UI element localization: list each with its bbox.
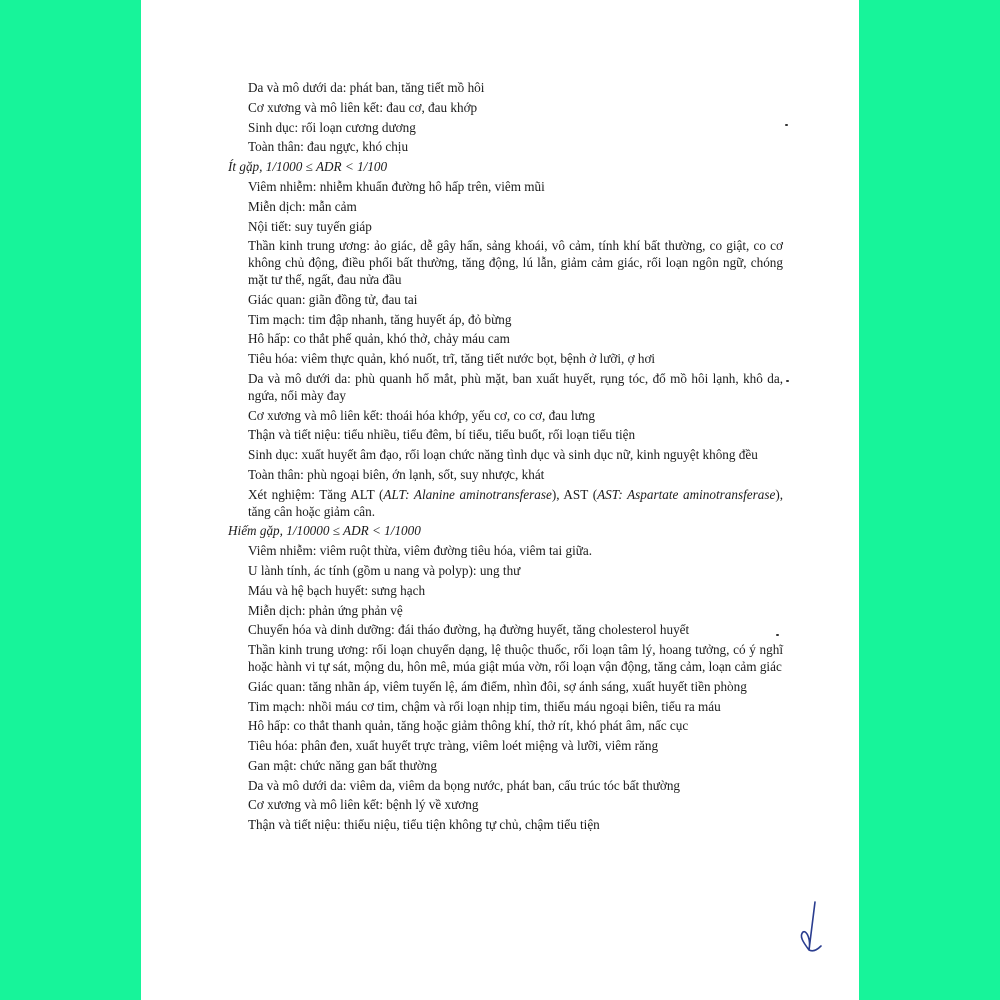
section-heading-uncommon: Ít gặp, 1/1000 ≤ ADR < 1/100 bbox=[228, 159, 388, 175]
list-item: Sinh dục: rối loạn cương dương bbox=[248, 119, 416, 135]
scan-speck bbox=[785, 124, 788, 126]
list-item: Miễn dịch: phản ứng phản vệ bbox=[248, 602, 403, 618]
list-item: Thận và tiết niệu: thiểu niệu, tiểu tiện không tự chủ, chậm tiểu tiện bbox=[248, 817, 600, 833]
lab-test-item bbox=[248, 487, 783, 521]
list-item: Cơ xương và mô liên kết: đau cơ, đau khớp bbox=[248, 99, 478, 115]
alt-definition: ALT: Alanine aminotransferase bbox=[383, 486, 552, 502]
list-item: Toàn thân: phù ngoại biên, ớn lạnh, sốt, suy nhược, khát bbox=[248, 466, 545, 482]
list-item: Hô hấp: co thắt phế quản, khó thở, chảy máu cam bbox=[248, 331, 510, 347]
list-item: Giác quan: giãn đồng tử, đau tai bbox=[248, 291, 418, 307]
list-item: Máu và hệ bạch huyết: sưng hạch bbox=[248, 582, 426, 598]
list-item: Tim mạch: nhồi máu cơ tim, chậm và rối loạn nhịp tim, thiếu máu ngoại biên, tiểu ra máu bbox=[248, 698, 721, 714]
list-item: Gan mật: chức năng gan bất thường bbox=[248, 757, 437, 773]
ast-definition: AST: Aspartate aminotransferase bbox=[597, 486, 776, 502]
list-item: Da và mô dưới da: phù quanh hố mắt, phù mặt, ban xuất huyết, rụng tóc, đổ mồ hôi lạnh, khô da, ngứa, nổi mày đay bbox=[248, 370, 783, 403]
scan-speck bbox=[786, 380, 789, 382]
list-item: Cơ xương và mô liên kết: bệnh lý về xương bbox=[248, 797, 479, 813]
list-item: Giác quan: tăng nhãn áp, viêm tuyến lệ, ám điểm, nhìn đôi, sợ ánh sáng, xuất huyết tiền phòng bbox=[248, 678, 747, 694]
list-item: Chuyển hóa và dinh dưỡng: đái tháo đường, hạ đường huyết, tăng cholesterol huyết bbox=[248, 622, 690, 638]
handwritten-initial-signature bbox=[795, 900, 825, 960]
list-item: Nội tiết: suy tuyến giáp bbox=[248, 218, 372, 234]
list-item: Viêm nhiễm: nhiễm khuẩn đường hô hấp trên, viêm mũi bbox=[248, 178, 545, 194]
lab-suffix: ), tăng cân hoặc giảm cân. bbox=[248, 486, 784, 519]
lab-middle: ), AST ( bbox=[551, 486, 598, 502]
list-item: Thần kinh trung ương: rối loạn chuyển dạng, lệ thuộc thuốc, rối loạn tâm lý, hoang tưởng, có ý nghĩ hoặc hành vi tự sát, mộng du, hôn mê, múa giật múa vờn, rối loạn vận động, tăng cảm, loạn cảm giác bbox=[248, 642, 783, 674]
list-item: Cơ xương và mô liên kết: thoái hóa khớp, yếu cơ, co cơ, đau lưng bbox=[248, 407, 595, 423]
list-item: Viêm nhiễm: viêm ruột thừa, viêm đường tiêu hóa, viêm tai giữa. bbox=[248, 543, 593, 559]
lab-prefix: Xét nghiệm: Tăng ALT ( bbox=[248, 486, 384, 502]
list-item: Da và mô dưới da: phát ban, tăng tiết mồ hôi bbox=[248, 80, 485, 95]
document-body bbox=[228, 80, 783, 837]
list-item: Tim mạch: tim đập nhanh, tăng huyết áp, đỏ bừng bbox=[248, 311, 512, 327]
section-heading-rare: Hiếm gặp, 1/10000 ≤ ADR < 1/1000 bbox=[228, 523, 421, 539]
list-item: Thận và tiết niệu: tiểu nhiều, tiểu đêm, bí tiểu, tiểu buốt, rối loạn tiểu tiện bbox=[248, 427, 636, 443]
scan-speck bbox=[776, 634, 779, 636]
list-item: U lành tính, ác tính (gồm u nang và polyp): ung thư bbox=[248, 562, 521, 578]
section-rare bbox=[228, 543, 783, 834]
list-item: Sinh dục: xuất huyết âm đạo, rối loạn chức năng tình dục và sinh dục nữ, kinh nguyệt không đều bbox=[248, 447, 758, 463]
list-item: Thần kinh trung ương: ảo giác, dễ gây hấn, sảng khoái, vô cảm, tính khí bất thường, co giật, co cơ không chủ động, điều phối bất thường, tăng động, lú lẫn, giảm cảm giác, rối loạn ngôn ngữ, chóng mặt tư thế, ngất, đau nửa đầu bbox=[248, 238, 783, 287]
list-item: Hô hấp: co thắt thanh quản, tăng hoặc giảm thông khí, thở rít, khó phát âm, nấc cục bbox=[248, 718, 689, 734]
list-item: Tiêu hóa: phân đen, xuất huyết trực tràng, viêm loét miệng và lưỡi, viêm răng bbox=[248, 738, 659, 754]
list-item: Tiêu hóa: viêm thực quản, khó nuốt, trĩ, tăng tiết nước bọt, bệnh ở lưỡi, ợ hơi bbox=[248, 351, 656, 367]
section-uncommon bbox=[228, 179, 783, 520]
list-item: Miễn dịch: mẫn cảm bbox=[248, 198, 357, 214]
list-item: Toàn thân: đau ngực, khó chịu bbox=[248, 139, 409, 155]
section-common-tail bbox=[228, 80, 783, 156]
list-item: Da và mô dưới da: viêm da, viêm da bọng nước, phát ban, cấu trúc tóc bất thường bbox=[248, 777, 681, 793]
